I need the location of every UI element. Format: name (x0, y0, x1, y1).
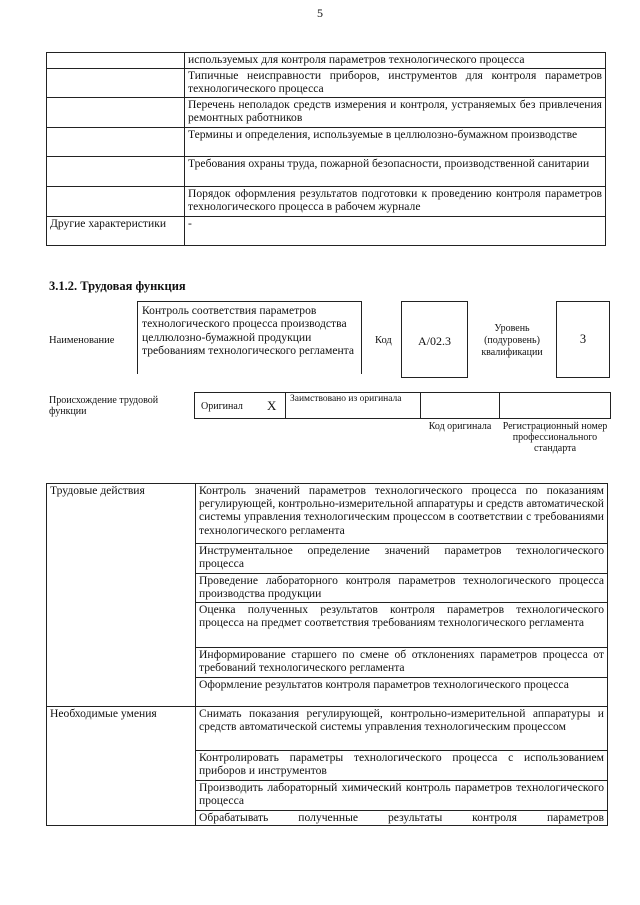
level-value: 3 (579, 332, 587, 346)
table-row: Порядок оформления результатов подготовки к проведению контроля параметров технологического процесса в рабочем журнале (185, 187, 606, 217)
registration-caption: Регистрационный номер профессионального стандарта (502, 421, 608, 454)
section-title: 3.1.2. Трудовая функция (49, 279, 186, 293)
table-row: Информирование старшего по смене об отклонениях параметров процесса от требований технологического регламента (196, 648, 608, 678)
table-row: Контролировать параметры технологического процесса с использованием приборов и инструментов (196, 751, 608, 781)
original-label: Оригинал (201, 401, 243, 412)
origin-label: Происхождение трудовой функции (49, 395, 159, 417)
table-row: используемых для контроля параметров технологического процесса (185, 53, 606, 69)
code-value: А/02.3 (418, 334, 451, 348)
name-label: Наименование (49, 335, 115, 346)
table-row: Снимать показания регулирующей, контрольно-измерительной аппаратуры и средств автоматической системы управления технологическим процессом (196, 707, 608, 751)
table-row: Обрабатывать полученные результаты контроля параметров (196, 811, 608, 826)
table-row: Проведение лабораторного контроля параметров технологического процесса производства продукции (196, 574, 608, 603)
borrowed-label: Заимствовано из оригинала (290, 394, 402, 404)
page-number: 5 (317, 6, 323, 20)
code-box (401, 301, 468, 378)
original-mark: X (267, 398, 277, 413)
origin-table (194, 392, 611, 419)
required-skills-label: Необходимые умения (47, 707, 196, 826)
table-row: Контроль значений параметров технологического процесса по показаниям регулирующей, контрольно-измерительной аппаратуры и средств автоматической системы управления технологическим процессом в соответствии с требованиями технологического регламента (196, 484, 608, 544)
code-original-caption: Код оригинала (428, 421, 492, 432)
function-name-box (137, 301, 362, 374)
labor-function-table (46, 483, 608, 826)
table-row: Оценка полученных результатов контроля параметров технологического процесса на предмет соответствия требованиям технологического регламента (196, 603, 608, 648)
table-row: Инструментальное определение значений параметров технологического процесса (196, 544, 608, 574)
function-name: Контроль соответствия параметров технологического процесса производства целлюлозно-бумажной продукции требованиям технологического регламента (142, 304, 355, 358)
code-label: Код (375, 335, 392, 346)
table-row: Производить лабораторный химический контроль параметров технологического процесса (196, 781, 608, 811)
other-characteristics-label: Другие характеристики (47, 217, 185, 246)
table-row: Типичные неисправности приборов, инструментов для контроля параметров технологического процесса (185, 69, 606, 98)
knowledge-table-continued (46, 52, 606, 246)
other-characteristics-value: - (185, 217, 606, 246)
table-row: Требования охраны труда, пожарной безопасности, производственной санитарии (185, 157, 606, 187)
labor-actions-label: Трудовые действия (47, 484, 196, 707)
table-row: Термины и определения, используемые в целлюлозно-бумажном производстве (185, 128, 606, 157)
table-row: Оформление результатов контроля параметров технологического процесса (196, 678, 608, 707)
table-row: Перечень неполадок средств измерения и контроля, устраняемых без привлечения ремонтных работников (185, 98, 606, 128)
level-box (556, 301, 610, 378)
level-label: Уровень (подуровень) квалификации (481, 323, 543, 358)
